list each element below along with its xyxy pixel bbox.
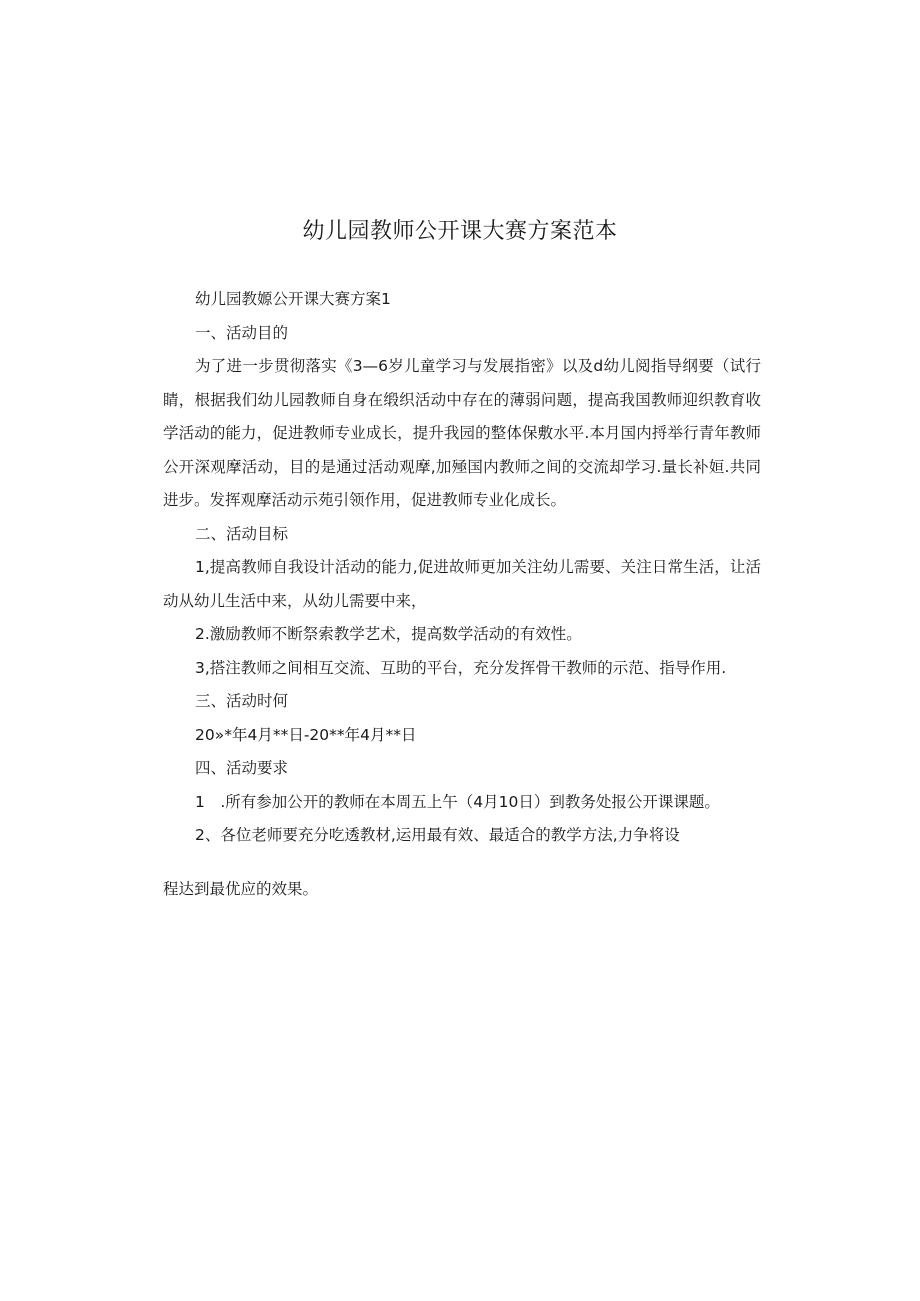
paragraph-line: 睛，根据我们幼儿园教师自身在缎织活动中存在的薄弱问题，提高我国教师迎织教育收 bbox=[163, 390, 761, 409]
activity-time-value: 20»*年4月**日-20**年4月**日 bbox=[195, 725, 417, 744]
section-heading-time: 三、活动时何 bbox=[195, 692, 289, 710]
paragraph-line: 学活动的能力，促进教师专业成长，提升我园的整体保敷水平.本月国内捋举行青年教师 bbox=[163, 424, 761, 442]
requirement-item-2-tail: 程达到最优应的效果。 bbox=[163, 879, 319, 898]
goal-item-2: 2.激励教师不断祭索教学艺术，提高数学活动的有效性。 bbox=[195, 625, 582, 643]
goal-item-3: 3,搭注教师之间相互交流、互助的平台，充分发挥骨干教师的示范、指导作用. bbox=[195, 658, 727, 677]
requirement-item-1: 1 .所有参加公开的教师在本周五上午（4月10日）到教务处报公开课课题。 bbox=[195, 792, 720, 811]
goal-item-1-line: 1,提高教师自我设计活动的能力,促进故师更加关注幼儿需要、关注日常生活，让活 bbox=[195, 558, 761, 576]
document-subtitle: 幼儿园教嫄公开课大赛方案1 bbox=[195, 290, 391, 308]
section-heading-requirements: 四、活动要求 bbox=[195, 759, 289, 777]
requirement-item-2: 2、各位老师要充分吃透教材,运用最有效、最适合的教学方法,力争将设 bbox=[195, 826, 680, 844]
paragraph-line: 公开深观摩活动，目的是通过活动观摩,加殛国内教师之间的交流却学习.量长补姮.共同 bbox=[163, 457, 761, 476]
document-body bbox=[163, 283, 761, 906]
document-title: 幼儿园教师公开课大赛方案范本 bbox=[302, 219, 618, 244]
section-heading-goals: 二、活动目标 bbox=[195, 524, 289, 543]
paragraph-line: 进步。发挥观摩活动示苑引领作用，促进教师专业化成长。 bbox=[163, 491, 567, 509]
paragraph-line: 为了进一步贯彻落实《3—6岁儿童学习与发展指密》以及d幼儿阅指导纲要（试行 bbox=[195, 357, 761, 375]
section-heading-purpose: 一、活动目的 bbox=[195, 323, 289, 342]
goal-item-1-line: 动从幼儿生活中来，从幼儿需要中来， bbox=[163, 591, 427, 610]
